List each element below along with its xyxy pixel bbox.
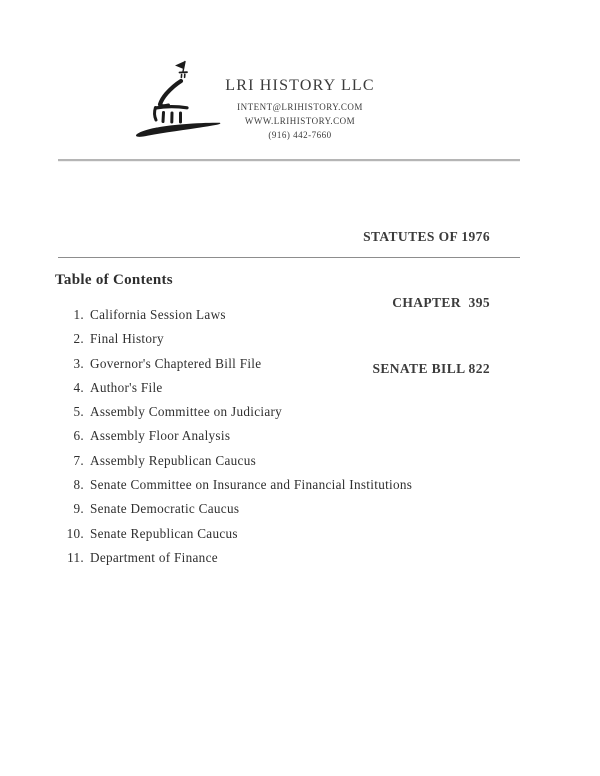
company-website: WWW.LRIHISTORY.COM: [244, 116, 356, 126]
toc-item-number: 1.: [73, 307, 84, 322]
senate-bill-line: SENATE BILL 822: [372, 361, 490, 376]
letterhead: [0, 75, 600, 142]
toc-item: [55, 352, 412, 376]
company-name: LRI HISTORY LLC: [225, 77, 375, 94]
toc-item-number: 4.: [73, 379, 84, 395]
toc-item-number: 5.: [73, 404, 84, 420]
toc-item: [55, 546, 412, 570]
toc-item: [55, 473, 412, 497]
toc-item-number: 6.: [73, 428, 84, 444]
toc-item-label: Final History: [90, 331, 164, 347]
toc-item: [55, 497, 412, 521]
toc-item-number: 9.: [73, 501, 84, 517]
toc-list: [55, 303, 412, 570]
toc-item-label: Assembly Floor Analysis: [90, 428, 231, 444]
toc-item: [55, 522, 412, 546]
toc-item-label: Assembly Committee on Judiciary: [90, 404, 283, 420]
toc-item-label: Senate Committee on Insurance and Financial Institutions: [90, 477, 413, 493]
toc-item-label: Senate Republican Caucus: [90, 525, 238, 541]
section-divider: [58, 257, 520, 258]
toc-item-number: 8.: [73, 477, 84, 493]
company-phone: (916) 442-7660: [268, 130, 332, 140]
toc-title: Table of Contents: [55, 272, 173, 288]
toc-item: [55, 303, 412, 327]
toc-item-number: 11.: [67, 549, 84, 565]
toc-item-label: California Session Laws: [90, 307, 226, 322]
toc-item-label: Assembly Republican Caucus: [90, 452, 257, 468]
toc-item: [55, 327, 412, 351]
toc-item-label: Department of Finance: [90, 549, 218, 565]
toc-item: [55, 376, 412, 400]
toc-item-number: 3.: [73, 355, 84, 371]
toc-item: [55, 449, 412, 473]
toc-item-label: Author's File: [90, 379, 163, 395]
company-email: INTENT@LRIHISTORY.COM: [237, 102, 363, 112]
toc-item-number: 10.: [66, 525, 84, 541]
header-divider: [58, 159, 520, 161]
toc-item-number: 2.: [73, 331, 84, 347]
toc-item: [55, 400, 412, 424]
statute-year-line: STATUTES OF 1976: [363, 229, 490, 244]
chapter-line: CHAPTER 395: [392, 295, 490, 310]
toc-item-label: Senate Democratic Caucus: [90, 501, 240, 517]
toc-item-label: Governor's Chaptered Bill File: [90, 355, 262, 371]
toc-item: [55, 424, 412, 448]
toc-item-number: 7.: [73, 452, 84, 468]
